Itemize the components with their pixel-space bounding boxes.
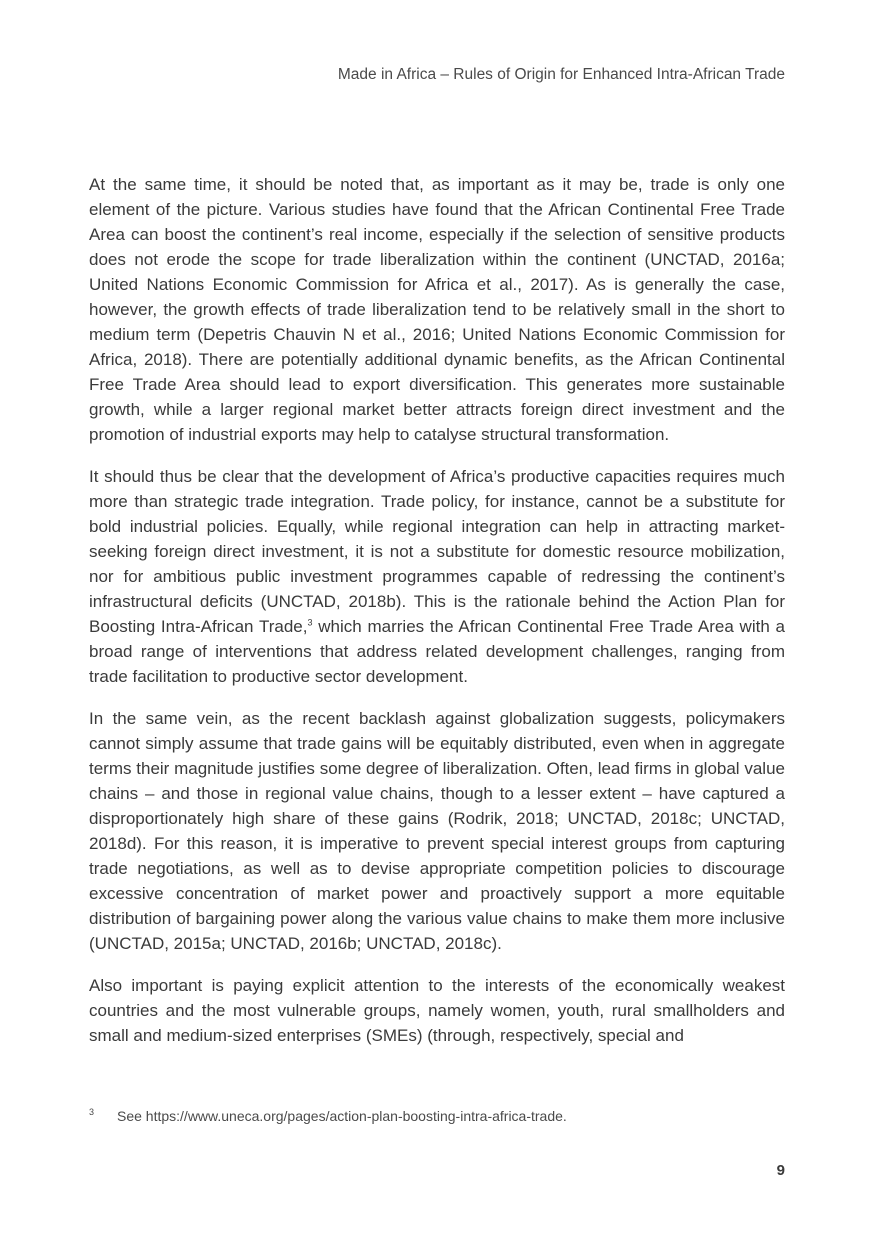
paragraph-2-text-continued: which marries the African Continental Free Trade Area with a broad range of interventions that address related development challenges, ranging from trade facilitation to productive sector development. [89, 617, 785, 686]
running-header: Made in Africa – Rules of Origin for Enhanced Intra-African Trade [337, 66, 785, 83]
body-text [89, 172, 785, 1065]
paragraph-2-text: It should thus be clear that the development of Africa’s productive capacities requires much more than strategic trade integration. Trade policy, for instance, cannot be a substitute for bold industrial policies. Equally, while regional integration can help in attracting market-seeking foreign direct investment, it is not a substitute for domestic resource mobilization, nor for ambitious public investment programmes capable of redressing the continent’s infrastructural deficits (UNCTAD, 2018b). This is the rationale behind the Action Plan for Boosting Intra-African Trade, [89, 467, 785, 636]
footnote-number: 3 [89, 1107, 95, 1117]
page-number: 9 [776, 1162, 785, 1179]
paragraph-1: At the same time, it should be noted that, as important as it may be, trade is only one element of the picture. Various studies have found that the African Continental Free Trade Area can boost the continent’s real income, especially if the selection of sensitive products does not erode the scope for trade liberalization within the continent (UNCTAD, 2016a; United Nations Economic Commission for Africa et al., 2017). As is generally the case, however, the growth effects of trade liberalization tend to be relatively small in the short to medium term (Depetris Chauvin N et al., 2016; United Nations Economic Commission for Africa, 2018). There are potentially additional dynamic benefits, as the African Continental Free Trade Area should lead to export diversification. This generates more sustainable growth, while a larger regional market better attracts foreign direct investment and the promotion of industrial exports may help to catalyse structural transformation. [89, 175, 785, 444]
footnote-text: See https://www.uneca.org/pages/action-plan-boosting-intra-africa-trade. [117, 1108, 567, 1124]
paragraph-4: Also important is paying explicit attention to the interests of the economically weakest countries and the most vulnerable groups, namely women, youth, rural smallholders and small and medium-sized enterprises (SMEs) (through, respectively, special and [89, 976, 785, 1045]
paragraph-3: In the same vein, as the recent backlash against globalization suggests, policymakers cannot simply assume that trade gains will be equitably distributed, even when in aggregate terms their magnitude justifies some degree of liberalization. Often, lead firms in global value chains – and those in regional value chains, though to a lesser extent – have captured a disproportionately high share of these gains (Rodrik, 2018; UNCTAD, 2018c; UNCTAD, 2018d). For this reason, it is imperative to prevent special interest groups from capturing trade negotiations, as well as to devise appropriate competition policies to discourage excessive concentration of market power and proactively support a more equitable distribution of bargaining power along the various value chains to make them more inclusive (UNCTAD, 2015a; UNCTAD, 2016b; UNCTAD, 2018c). [89, 709, 785, 953]
footnote [89, 1108, 567, 1124]
footnote-reference: 3 [307, 617, 313, 628]
paragraph-2 [89, 464, 785, 689]
